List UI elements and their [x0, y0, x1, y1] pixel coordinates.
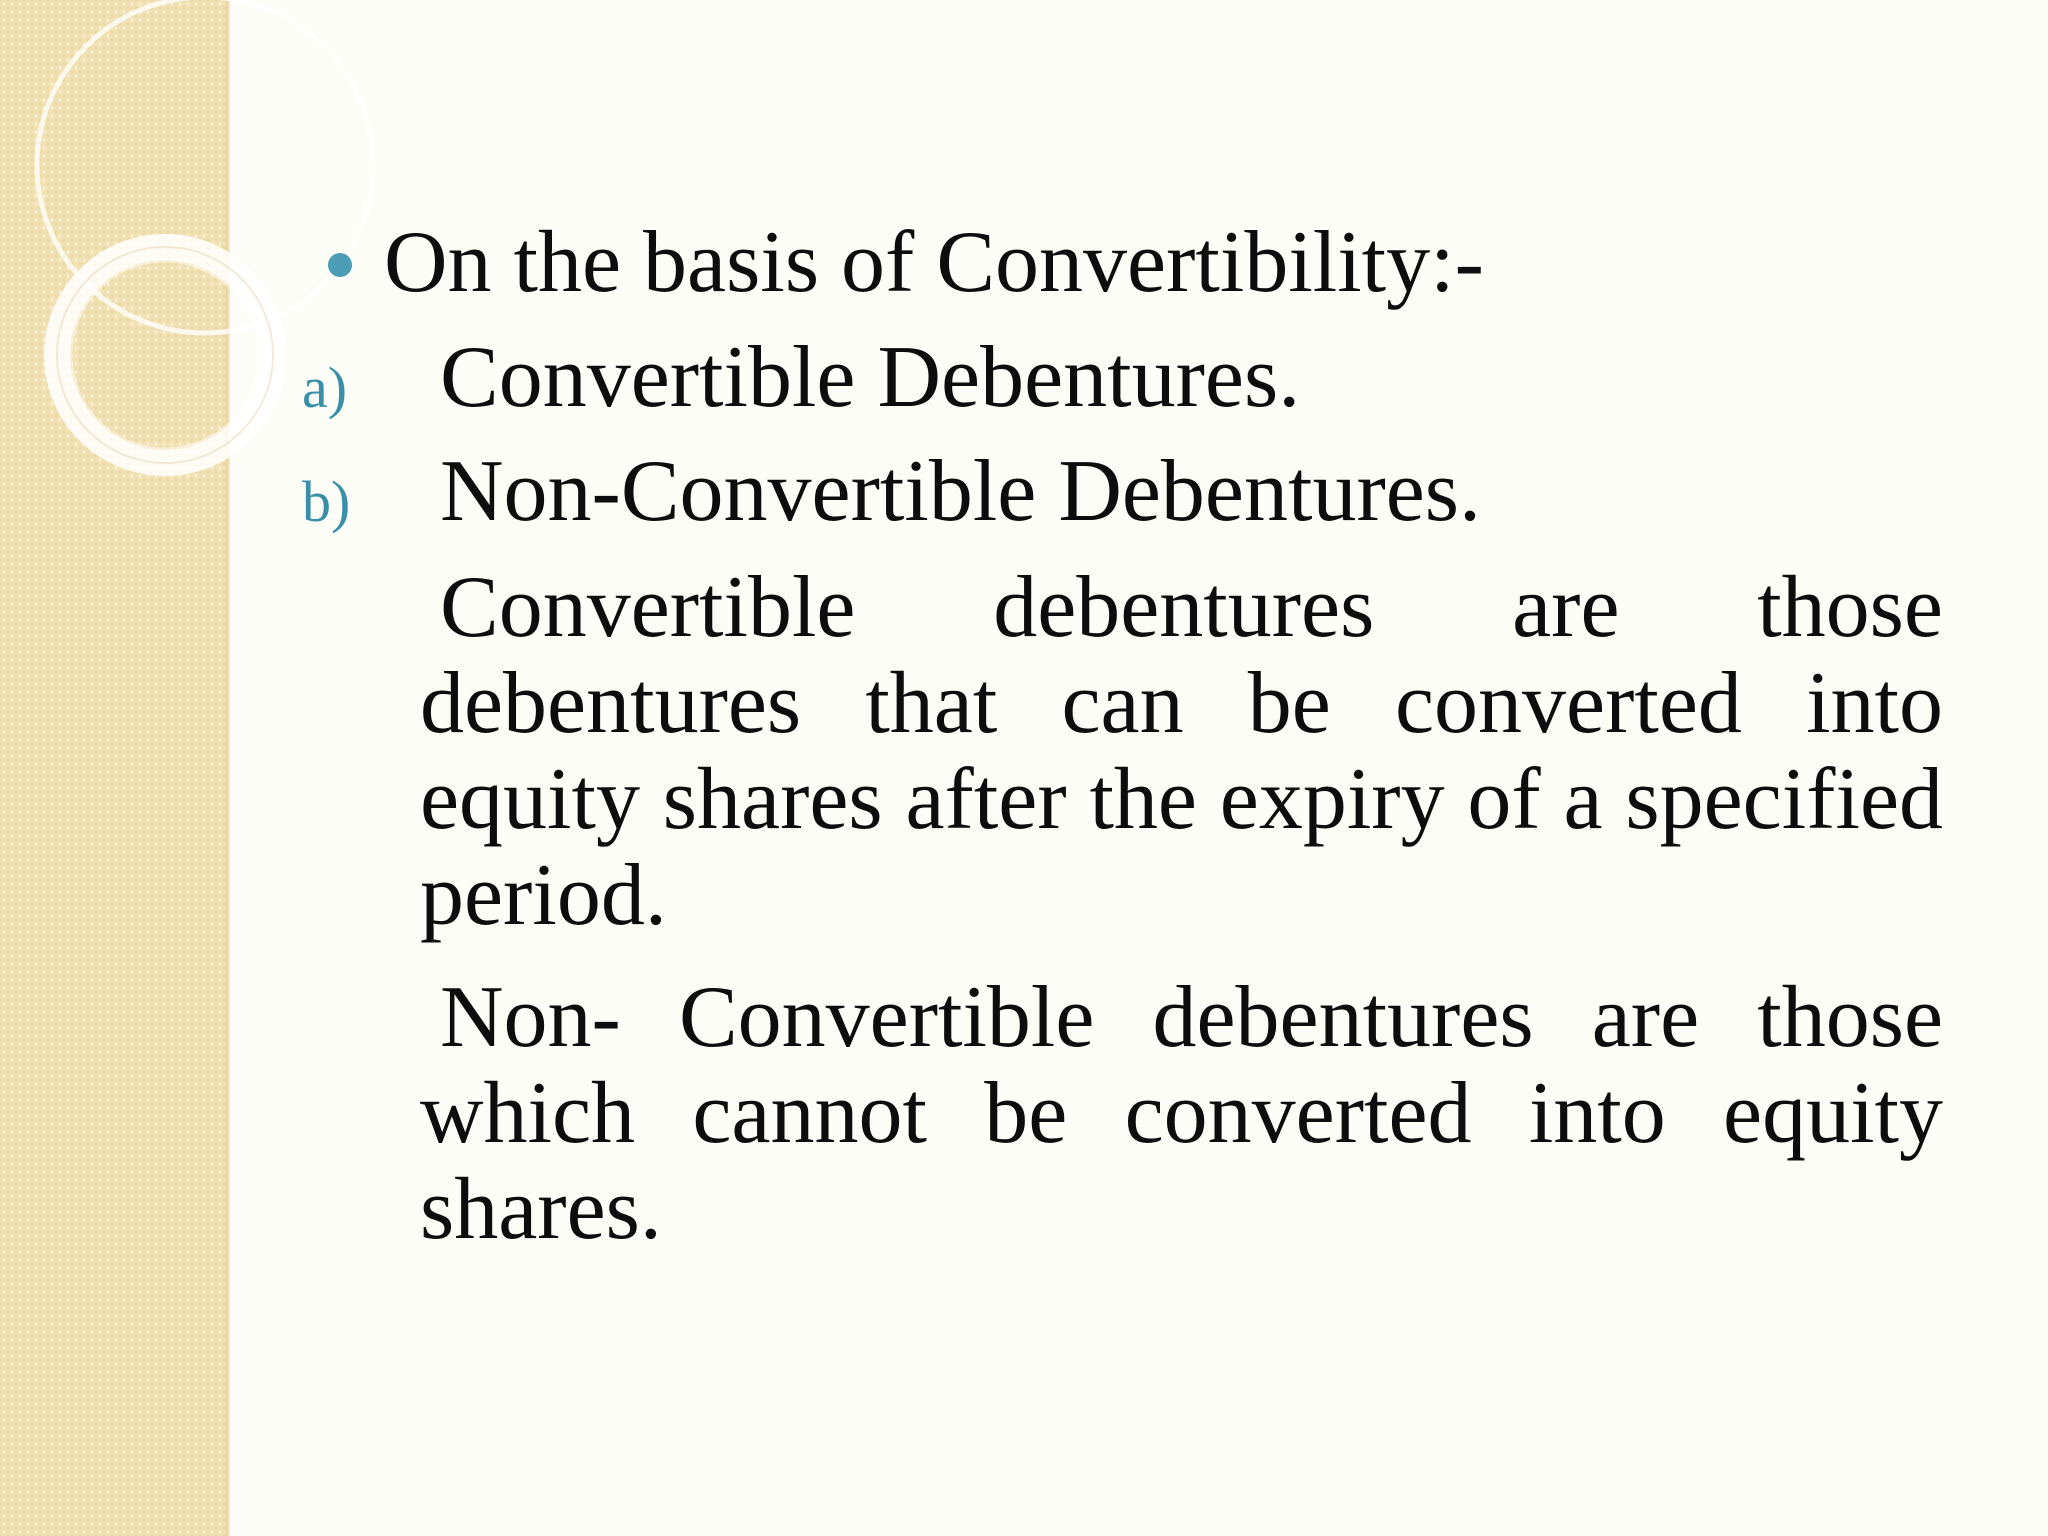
- paragraph-non-convertible-definition: Non- Convertible debentures are those which cannot be converted into equity shares.: [420, 969, 1943, 1258]
- paragraph-convertible-definition: Convertible debentures are those debentures that can be converted into equity shares after the expiry of a specified period.: [420, 559, 1943, 944]
- list-item-non-convertible: Non-Convertible Debentures.: [440, 443, 1482, 540]
- list-marker-a: a): [302, 355, 348, 420]
- slide-heading: On the basis of Convertibility:-: [384, 214, 1484, 311]
- list-item-convertible: Convertible Debentures.: [440, 329, 1301, 426]
- bullet-dot-icon: [328, 253, 352, 277]
- list-marker-b: b): [302, 469, 351, 534]
